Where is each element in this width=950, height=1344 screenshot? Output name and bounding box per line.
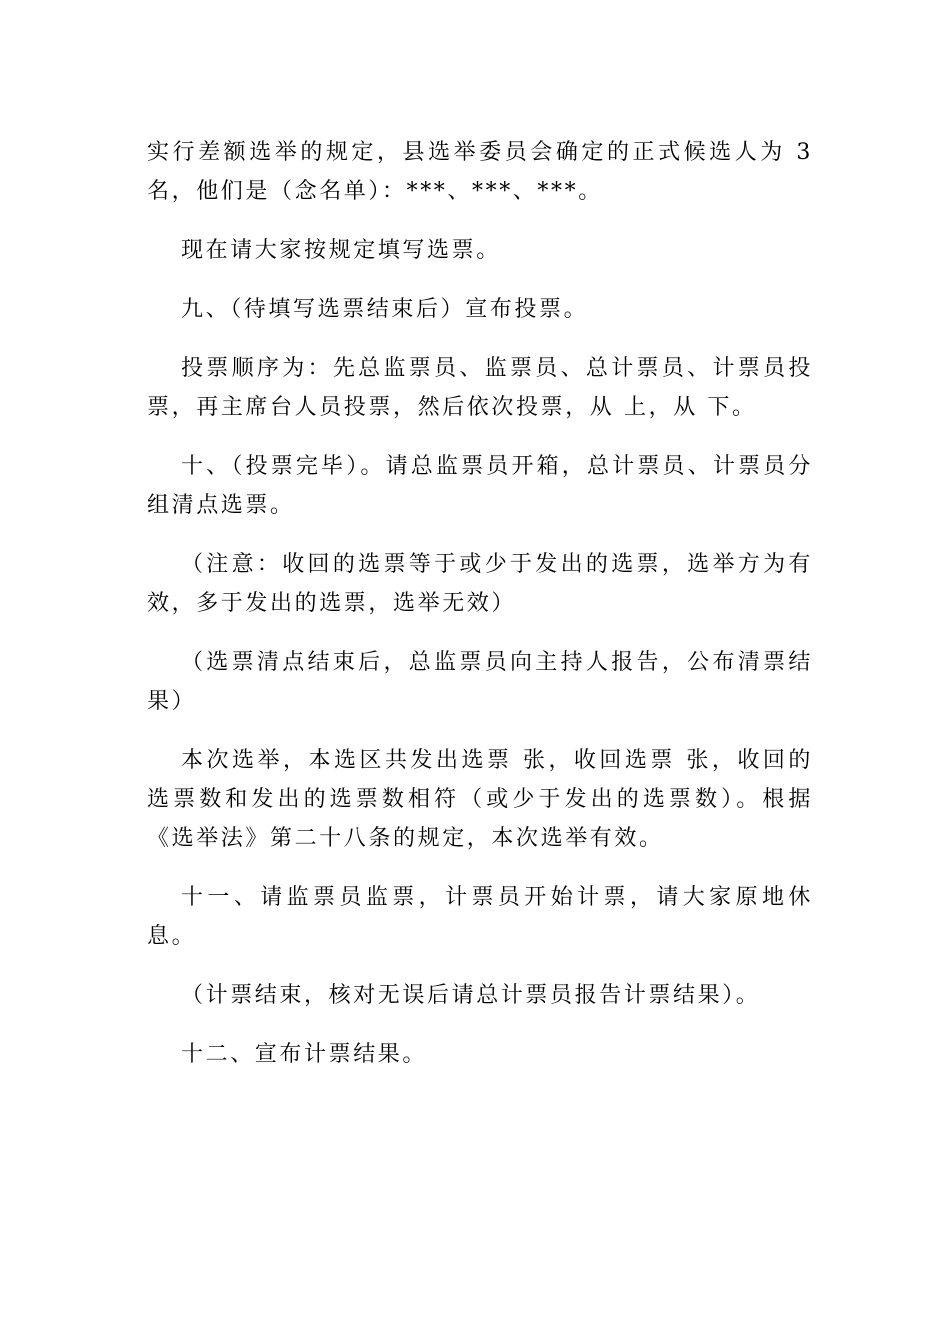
paragraph-count-report: （选票清点结束后，总监票员向主持人报告，公布清票结果） — [147, 650, 813, 714]
paragraph-candidates: 实行差额选举的规定，县选举委员会确定的正式候选人为 3 名，他们是（念名单）：***、***、***。 — [147, 140, 813, 204]
paragraph-section-twelve: 十二、宣布计票结果。 — [181, 1042, 428, 1067]
paragraph-section-ten: 十、（投票完毕）。请总监票员开箱，总计票员、计票员分组清点选票。 — [147, 454, 813, 518]
paragraph-count-result-note: （计票结束，核对无误后请总计票员报告计票结果）。 — [181, 983, 761, 1008]
paragraph-section-eleven: 十一、请监票员监票，计票员开始计票，请大家原地休息。 — [147, 885, 813, 949]
document-body — [147, 133, 813, 1094]
paragraph-section-nine: 九、（待填写选票结束后）宣布投票。 — [181, 297, 589, 322]
paragraph-election-valid: 本次选举，本选区共发出选票 张，收回选票 张，收回的选票数和发出的选票数相符（或少于发出的选票数）。根据《选举法》第二十八条的规定，本次选举有效。 — [147, 748, 813, 851]
paragraph-fill-ballot: 现在请大家按规定填写选票。 — [181, 238, 501, 263]
paragraph-voting-order: 投票顺序为：先总监票员、监票员、总计票员、计票员投票，再主席台人员投票，然后依次投票，从 上，从 下。 — [147, 356, 813, 420]
paragraph-validity-note: （注意：收回的选票等于或少于发出的选票，选举方为有效，多于发出的选票，选举无效） — [147, 552, 813, 616]
